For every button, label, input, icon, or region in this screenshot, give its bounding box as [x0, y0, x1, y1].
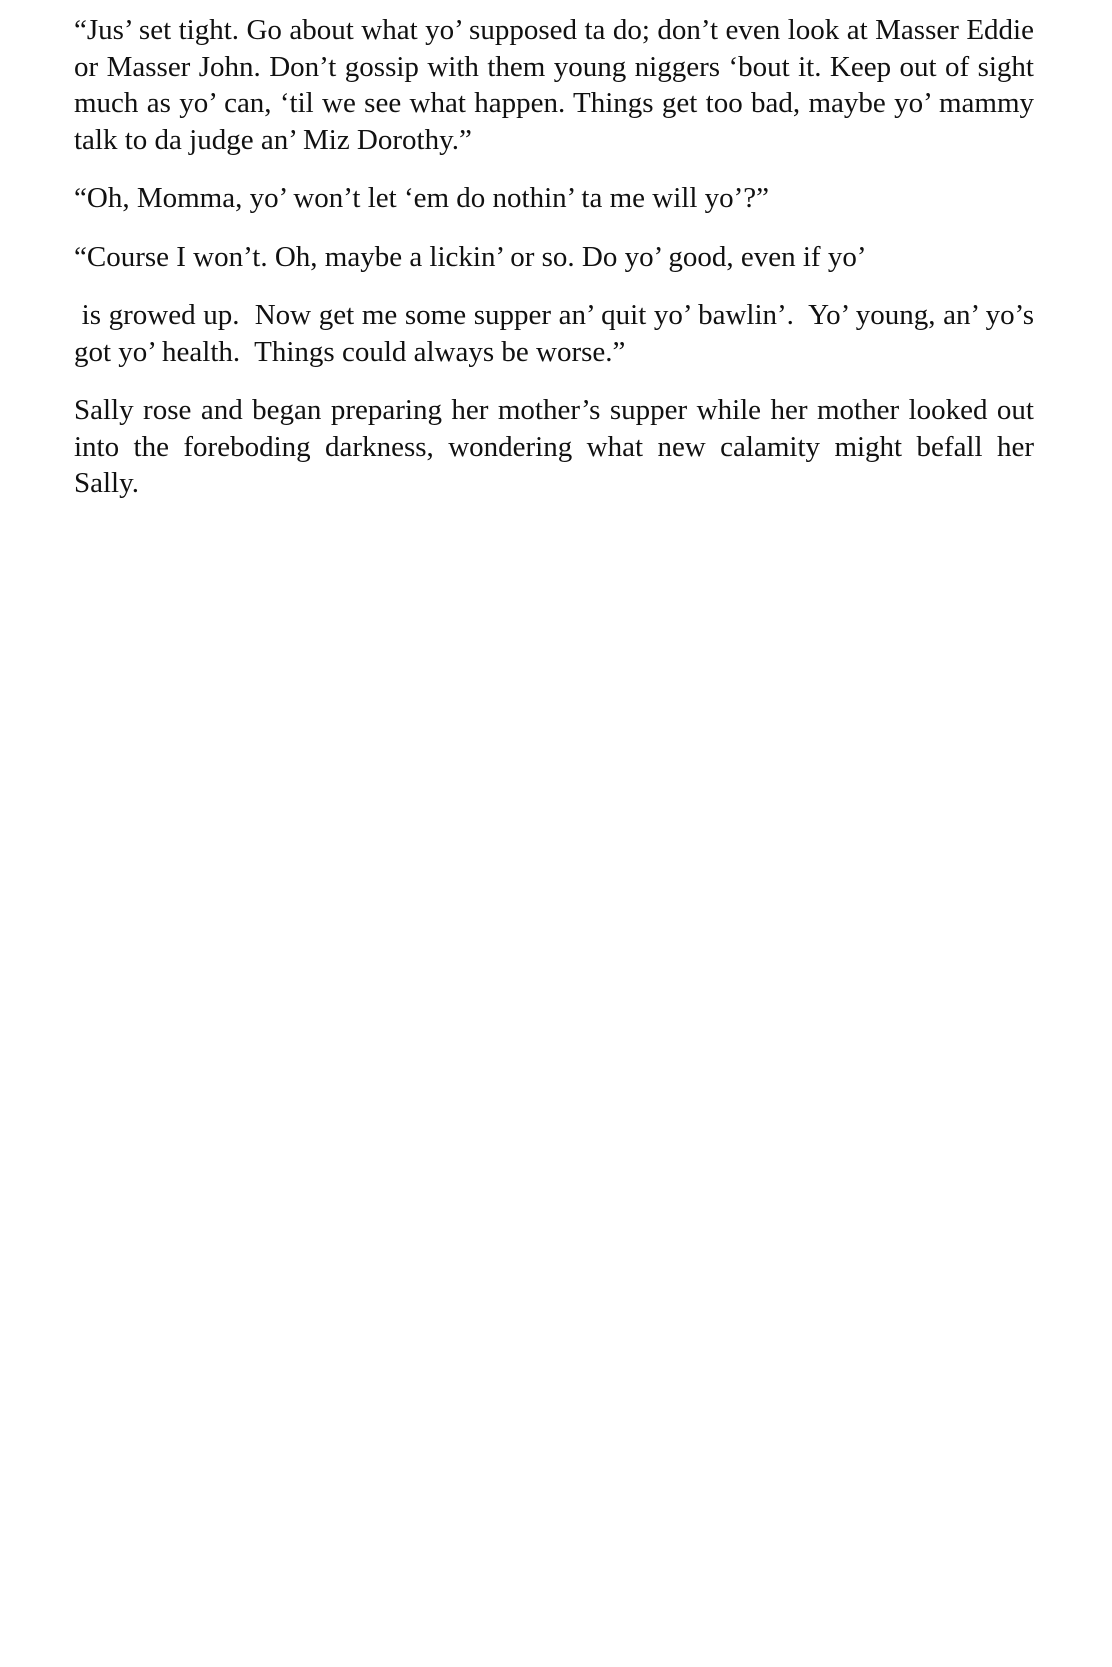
body-text: [74, 12, 1042, 524]
paragraph-oh-momma: “Oh, Momma, yo’ won’t let ‘em do nothin’ ta me will yo’?”: [74, 182, 770, 214]
paragraph-course-i-wont: “Course I won’t. Oh, maybe a lickin’ or so. Do yo’ good, even if yo’: [74, 240, 867, 273]
paragraph-jus-set-tight: “Jus’ set tight. Go about what yo’ supposed ta do; don’t even look at Masser Eddie or Masser John. Don’t gossip with them young niggers ‘bout it. Keep out of sight much as yo’ can, ‘til we see what happen. Things get too bad, maybe yo’ mammy talk to da judge an’ Miz Dorothy.”: [74, 14, 1034, 156]
paragraph-is-growed-up: is growed up. Now get me some supper an’ quit yo’ bawlin’. Yo’ young, an’ yo’s got yo’ health. Things could always be worse.”: [74, 299, 1042, 368]
paragraph-sally-rose: Sally rose and began preparing her mother’s supper while her mother looked out into the foreboding darkness, wondering what new calamity might befall her Sally.: [74, 394, 1034, 499]
